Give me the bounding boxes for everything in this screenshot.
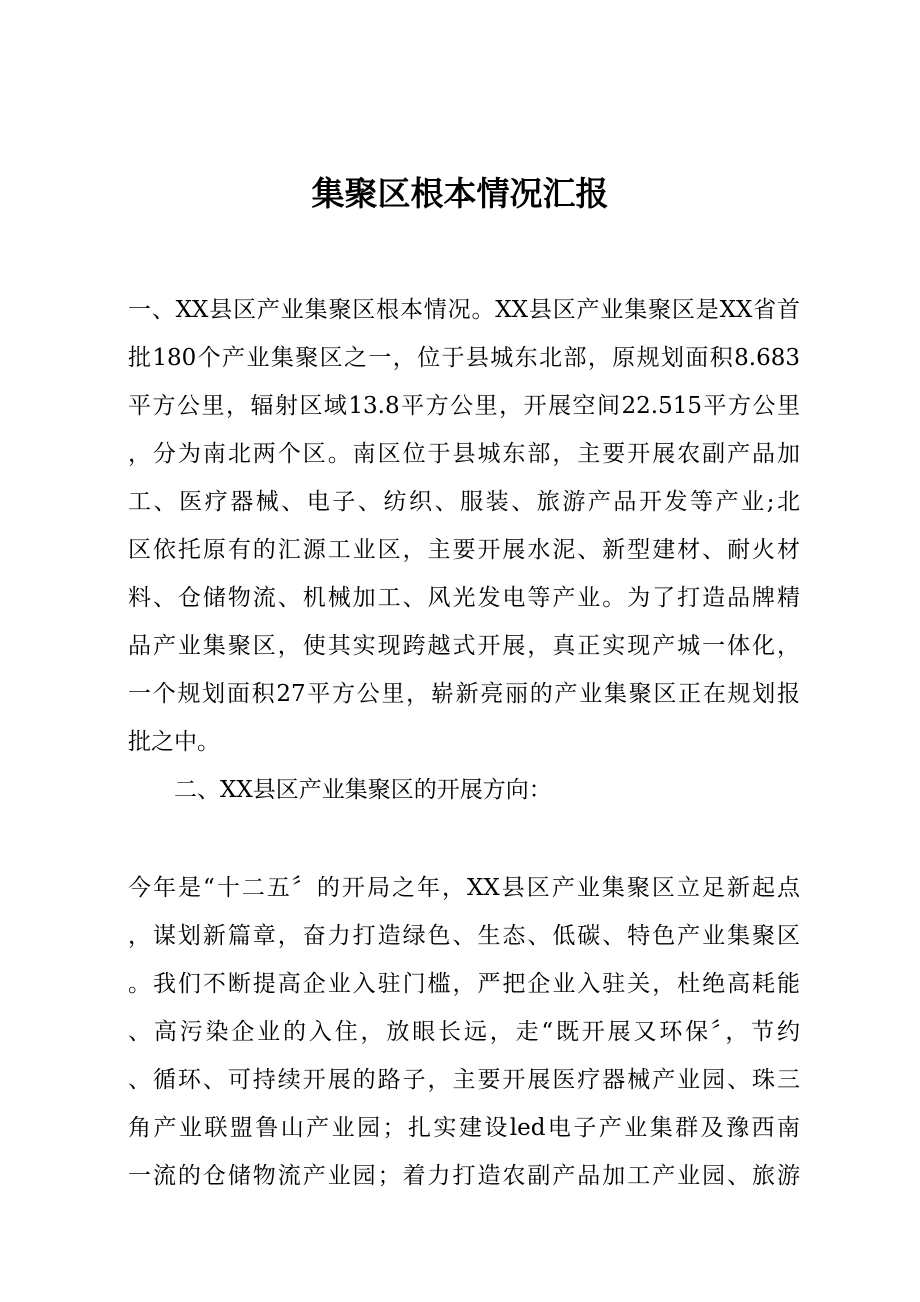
paragraph-line: 平方公里，辐射区域13.8平方公里，开展空间22.515平方公里 — [128, 393, 800, 419]
paragraph-line: 料、仓储物流、机械加工、风光发电等产业。为了打造品牌精 — [128, 585, 800, 611]
paragraph-line: 批之中。 — [128, 729, 220, 755]
paragraph-line: ，谋划新篇章，奋力打造绿色、生态、低碳、特色产业集聚区 — [128, 923, 800, 949]
paragraph-line: 区依托原有的汇源工业区，主要开展水泥、新型建材、耐火材 — [128, 537, 800, 563]
paragraph-line: 工、医疗器械、电子、纺织、服装、旅游产品开发等产业;北 — [128, 489, 800, 515]
paragraph-line: 一、XX县区产业集聚区根本情况。XX县区产业集聚区是XX省首 — [128, 297, 800, 323]
paragraph-line: 一个规划面积27平方公里，崭新亮丽的产业集聚区正在规划报 — [128, 681, 800, 707]
paragraph-line: 。我们不断提高企业入驻门槛，严把企业入驻关，杜绝高耗能 — [128, 971, 800, 997]
paragraph-line: ，分为南北两个区。南区位于县城东部，主要开展农副产品加 — [128, 441, 800, 467]
section-heading: 二、XX县区产业集聚区的开展方向： — [174, 777, 552, 803]
paragraph-line: 今年是“十二五〞的开局之年，XX县区产业集聚区立足新起点 — [128, 875, 800, 901]
paragraph-line: 一流的仓储物流产业园；着力打造农副产品加工产业园、旅游 — [128, 1163, 800, 1189]
document-title: 集聚区根本情况汇报 — [311, 174, 609, 213]
paragraph-line: 批180个产业集聚区之一，位于县城东北部，原规划面积8.683 — [128, 345, 800, 371]
paragraph-line: 、循环、可持续开展的路子，主要开展医疗器械产业园、珠三 — [128, 1067, 800, 1093]
paragraph-line: 角产业联盟鲁山产业园；扎实建设led电子产业集群及豫西南 — [128, 1115, 800, 1141]
paragraph-line: 、高污染企业的入住，放眼长远，走“既开展又环保〞，节约 — [128, 1019, 800, 1045]
paragraph-line: 品产业集聚区，使其实现跨越式开展，真正实现产城一体化， — [128, 633, 800, 659]
